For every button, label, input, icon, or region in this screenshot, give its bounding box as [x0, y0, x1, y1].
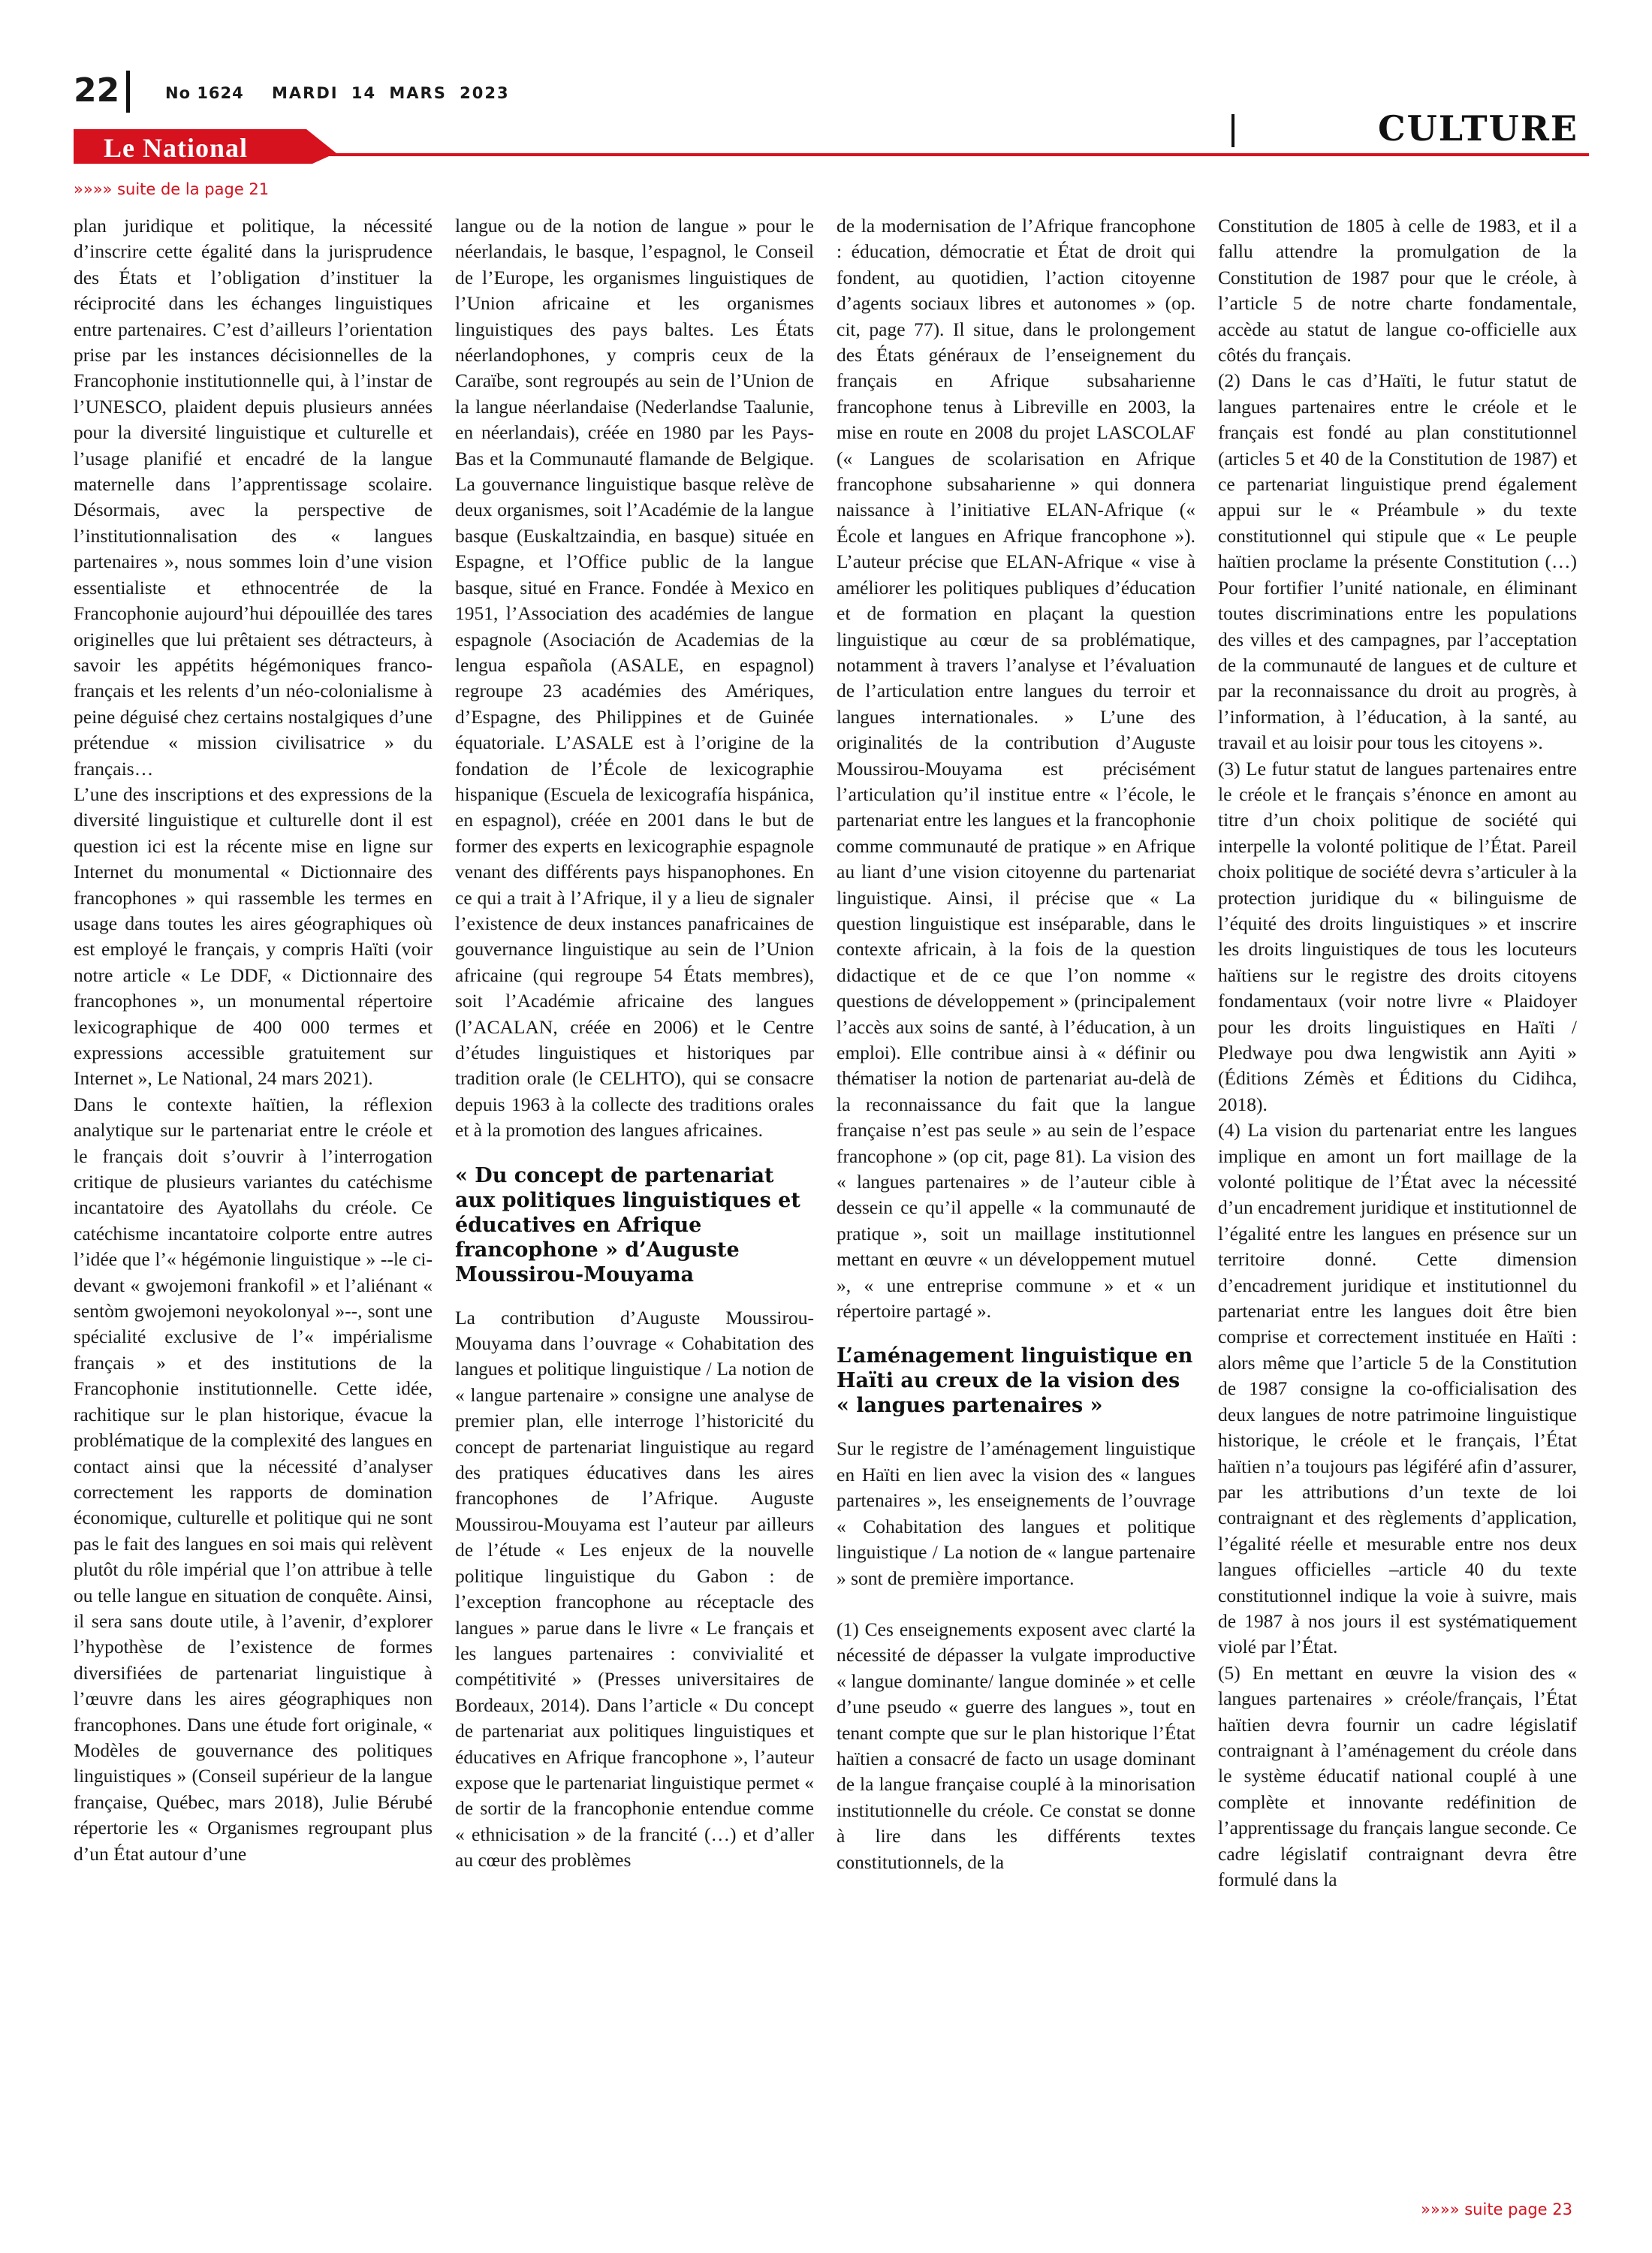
paragraph: La contribution d’Auguste Moussirou-Mouyama dans l’ouvrage « Cohabitation des langues et politique linguistique / La notion de « langue partenaire » consigne une analyse de premier plan, elle interroge l’historicité du concept de partenariat linguistique au regard des pratiques éducatives dans les aires francophones de l’Afrique. Auguste Moussirou-Mouyama est l’auteur par ailleurs de l’étude « Les enjeux de la nouvelle politique linguistique du Gabon : de l’exception francophone au réceptacle des langues » parue dans le livre « Le français et les langues partenaires : convivialité et compétitivité » (Presses universitaires de Bordeaux, 2014). Dans l’article « Du concept de partenariat aux politiques linguistiques et éducatives en Afrique francophone », l’auteur expose que le partenariat linguistique permet « de sortir de la francophonie entendue comme « ethnicisation » de la francité (…) et d’aller au cœur des problèmes	[455, 1306, 814, 1871]
brand-banner	[74, 129, 1589, 164]
continued-from-link[interactable]: »»»» suite de la page 21	[74, 180, 270, 198]
paragraph: Constitution de 1805 à celle de 1983, et il a fallu attendre la promulgation de la Constitution de 1987 pour que le créole, à l’article 5 de notre charte fondamentale, accède au statut de langue co-officielle aux côtés du français.	[1218, 215, 1577, 366]
section-title: CULTURE	[1378, 108, 1578, 149]
paragraph: de la modernisation de l’Afrique francophone : éducation, démocratie et État de droit qui fondent, au quotidien, l’action citoyenne d’agents sociaux libres et autonomes » (op. cit, page 77). Il situe, dans le prolongement des États généraux de l’enseignement du français en Afrique subsaharienne francophone tenus à Libreville en 2003, la mise en route en 2008 du projet LASCOLAF (« Langues de scolarisation en Afrique francophone subsaharienne » qui donnera naissance à l’initiative ELAN-Afrique (« École et langues en Afrique francophone »). L’auteur précise que ELAN-Afrique « vise à améliorer les politiques publiques d’éducation et de formation en plaçant la question linguistique au cœur de sa problématique, notamment à travers l’analyse et l’évaluation de l’articulation entre langues du terroir et langues internationales. » L’une des originalités de la contribution d’Auguste Moussirou-Mouyama est précisément l’articulation qu’il institue entre « l’école, le partenariat entre les langues et la francophonie comme communauté de pratique » en Afrique au liant d’une vision citoyenne du partenariat linguistique. Ainsi, il précise que « La question linguistique est inséparable, dans le contexte africain, à la fois de la question didactique et de ce que l’on nomme « questions de développement » (principalement l’accès aux soins de santé, à l’éducation, à un emploi). Elle contribue ainsi à « définir ou thématiser la notion de partenariat au-delà de la reconnaissance du fait que la langue française n’est pas seule » au sein de l’espace francophone » (op cit, page 81). La vision des « langues partenaires » de l’auteur cible à dessein ce qu’il appelle « la communauté de pratique », soit un maillage institutionnel mettant en œuvre « un développement mutuel », « une entreprise commune » et « un répertoire partagé ».	[837, 215, 1195, 1323]
numbered-paragraph: (5) En mettant en œuvre la vision des « langues partenaires » créole/français, l’État haïtien devra fournir un cadre législatif contraignant à l’aménagement du créole dans le système éducatif national couplé à une complète et innovante redéfinition de l’apprentissage du français langue seconde. Ce cadre législatif contraignant devra être formulé dans la	[1218, 1661, 1577, 1890]
section-divider	[1231, 114, 1234, 147]
paragraph: L’une des inscriptions et des expressions de la diversité linguistique et culturelle dont il est question ici est la récente mise en ligne sur Internet du monumental « Dictionnaire des francophones » qui rassemble les termes en usage dans toutes les aires géographiques où est employé le français, y compris Haïti (voir notre article « Le DDF, « Dictionnaire des francophones », un monumental répertoire lexicographique de 400 000 termes et expressions accessible gratuitement sur Internet », Le National, 24 mars 2021).	[74, 783, 433, 1090]
brand-name: Le National	[104, 133, 249, 163]
article-column-1	[74, 213, 433, 2203]
article-column-4	[1218, 213, 1577, 2203]
section-heading: « Du concept de partenariat aux politiques linguistiques et éducatives en Afrique francophone » d’Auguste Moussirou-Mouyama	[455, 1163, 800, 1286]
paragraph-gap	[837, 1591, 1195, 1617]
issue-number: No 1624	[165, 84, 244, 102]
section-heading: L’aménagement linguistique en Haïti au creux de la vision des « langues partenaires »	[837, 1344, 1193, 1418]
paragraph: Sur le registre de l’aménagement linguistique en Haïti en lien avec la vision des « langues partenaires », les enseignements de l’ouvrage « Cohabitation des langues et politique linguistique / La notion de « langue partenaire » sont de première importance.	[837, 1437, 1195, 1589]
numbered-paragraph: (2) Dans le cas d’Haïti, le futur statut de langues partenaires entre le créole et le français est fondé au plan constitutionnel (articles 5 et 40 de la Constitution de 1987) et ce partenariat linguistique prend également appui sur le « Préambule » du texte constitutionnel qui stipule que « Le peuple haïtien proclame la présente Constitution (…) Pour fortifier l’unité nationale, en éliminant toutes discriminations entre les populations des villes et des campagnes, par l’acceptation de la communauté de langues et de culture et par la reconnaissance du droit au progrès, à l’information, à l’éducation, à la santé, au travail et au loisir pour tous les citoyens ».	[1218, 369, 1577, 754]
folio-divider	[126, 71, 130, 113]
article-column-3	[837, 213, 1195, 2203]
brand-banner-shape	[74, 129, 1589, 164]
continued-to-link[interactable]: »»»» suite page 23	[1421, 2200, 1572, 2218]
numbered-paragraph: (4) La vision du partenariat entre les langues implique en amont un fort maillage de la volonté politique de l’État avec la nécessité d’un encadrement juridique et institutionnel de l’égalité entre les langues en présence sur un territoire donné. Cette dimension d’encadrement juridique et institutionnel du partenariat entre les langues doit être bien comprise et correctement instituée en Haïti : alors même que l’article 5 de la Constitution de 1987 consigne la co-officialisation des deux langues de notre patrimoine linguistique historique, le créole et le français, l’État haïtien n’a toujours pas légiféré afin d’assurer, par les attributions d’un texte de loi contraignant et des règlements d’application, l’égalité réelle et mesurable entre nos deux langues officielles –article 40 du texte constitutionnel indique la voie à suivre, mais de 1987 à nos jours il est systématiquement violé par l’État.	[1218, 1119, 1577, 1658]
numbered-paragraph: (3) Le futur statut de langues partenaires entre le créole et le français s’énonce en amont au titre d’un choix politique de société qui interpelle la volonté politique de l’État. Pareil choix politique de société devra s’articuler à la protection juridique du « bilinguisme de l’équité des droits linguistiques » et inscrire les droits linguistiques de tous les locuteurs haïtiens sur le registre des droits citoyens fondamentaux (voir notre livre « Plaidoyer pour les droits linguistiques en Haïti / Pledwaye pou dwa lengwistik ann Ayiti » (Éditions Zémès et Éditions du Cidihca, 2018).	[1218, 757, 1577, 1115]
numbered-paragraph: (1) Ces enseignements exposent avec clarté la nécessité de dépasser la vulgate improductive « langue dominante/ langue dominée » et celle d’une pseudo « guerre des langues », tout en tenant compte que sur le plan historique l’État haïtien a consacré de facto un usage dominant de la langue française couplé à la minorisation institutionnelle du créole. Ce constat se donne à lire dans les différents textes constitutionnels, de la	[837, 1618, 1195, 1873]
article-column-2	[455, 213, 814, 2203]
paragraph: Dans le contexte haïtien, la réflexion analytique sur le partenariat entre le créole et le français doit s’ouvrir à l’interrogation critique de plusieurs variantes du catéchisme incantatoire des Ayatollahs du créole. Ce catéchisme incantatoire colporte entre autres l’idée que l’« hégémonie linguistique » --le ci-devant « gwojemoni frankofil » et l’aliénant « sentòm gwojemoni neyokolonyal »--, sont une spécialité exclusive de l’« impérialisme français » et des institutions de la Francophonie institutionnelle. Cette idée, rachitique sur le plan historique, évacue la problématique de la complexité des langues en contact ainsi que la nécessité d’analyser correctement les rapports de domination économique, culturelle et politique qui ne sont pas le fait des langues en soi mais qui relèvent plutôt du rôle impérial que l’on attribue à telle ou telle langue en situation de conquête. Ainsi, il sera sans doute utile, à l’avenir, d’explorer l’hypothèse de l’existence de formes diversifiées de partenariat linguistique à l’œuvre dans les aires géographiques non francophones. Dans une étude fort originale, « Modèles de gouvernance des politiques linguistiques » (Conseil supérieur de la langue française, Québec, mars 2018), Julie Bérubé répertorie les « Organismes regroupant plus d’un État autour d’une	[74, 1093, 433, 1865]
paragraph: plan juridique et politique, la nécessité d’inscrire cette égalité dans la jurisprudence des États et l’obligation d’instituer la réciprocité dans les échanges linguistiques entre partenaires. C’est d’ailleurs l’orientation prise par les instances décisionnelles de la Francophonie institutionnelle qui, à l’instar de l’UNESCO, plaident depuis plusieurs années pour la diversité linguistique et culturelle et l’usage planifié et encadré de la langue maternelle dans l’apprentissage scolaire. Désormais, avec la perspective de l’institutionnalisation des « langues partenaires », nous sommes loin d’une vision essentialiste et ethnocentrée de la Francophonie aujourd’hui dépouillée des tares originelles que lui prêtaient ses détracteurs, à savoir les appétits hégémoniques franco-français et les relents d’un néo-colonialisme à peine déguisé chez certains nostalgiques d’une prétendue « mission civilisatrice » du français…	[74, 215, 433, 780]
paragraph: langue ou de la notion de langue » pour le néerlandais, le basque, l’espagnol, le Conseil de l’Europe, les organismes linguistiques de l’Union africaine et les organismes linguistiques des pays baltes. Les États néerlandophones, y compris ceux de la Caraïbe, sont regroupés au sein de l’Union de la langue néerlandaise (Nederlandse Taalunie, en néerlandais), créée en 1980 par les Pays-Bas et la Communauté flamande de Belgique. La gouvernance linguistique basque relève de deux organismes, soit l’Académie de la langue basque (Euskaltzaindia, en basque) située en Espagne, et l’Office public de la langue basque, situé en France. Fondée à Mexico en 1951, l’Association des académies de langue espagnole (Asociación de Academias de la lengua española (ASALE, en espagnol) regroupe 23 académies des Amériques, d’Espagne, des Philippines et de Guinée équatoriale. L’ASALE est à l’origine de la fondation de l’École de lexicographie hispanique (Escuela de lexicografía hispánica, en espagnol), créée en 2001 dans le but de former des experts en lexicographie espagnole venant des différents pays hispanophones. En ce qui a trait à l’Afrique, il y a lieu de signaler l’existence de deux instances panafricaines de gouvernance linguistique au sein de l’Union africaine (qui regroupe 54 États membres), soit l’Académie africaine des langues (l’ACALAN, créée en 2006) et le Centre d’études linguistiques et historiques par tradition orale (le CELHTO), qui se consacre depuis 1963 à la collecte des traditions orales et à la promotion des langues africaines.	[455, 215, 814, 1142]
page-number: 22	[74, 71, 120, 110]
issue-date: MARDI 14 MARS 2023	[272, 84, 510, 102]
